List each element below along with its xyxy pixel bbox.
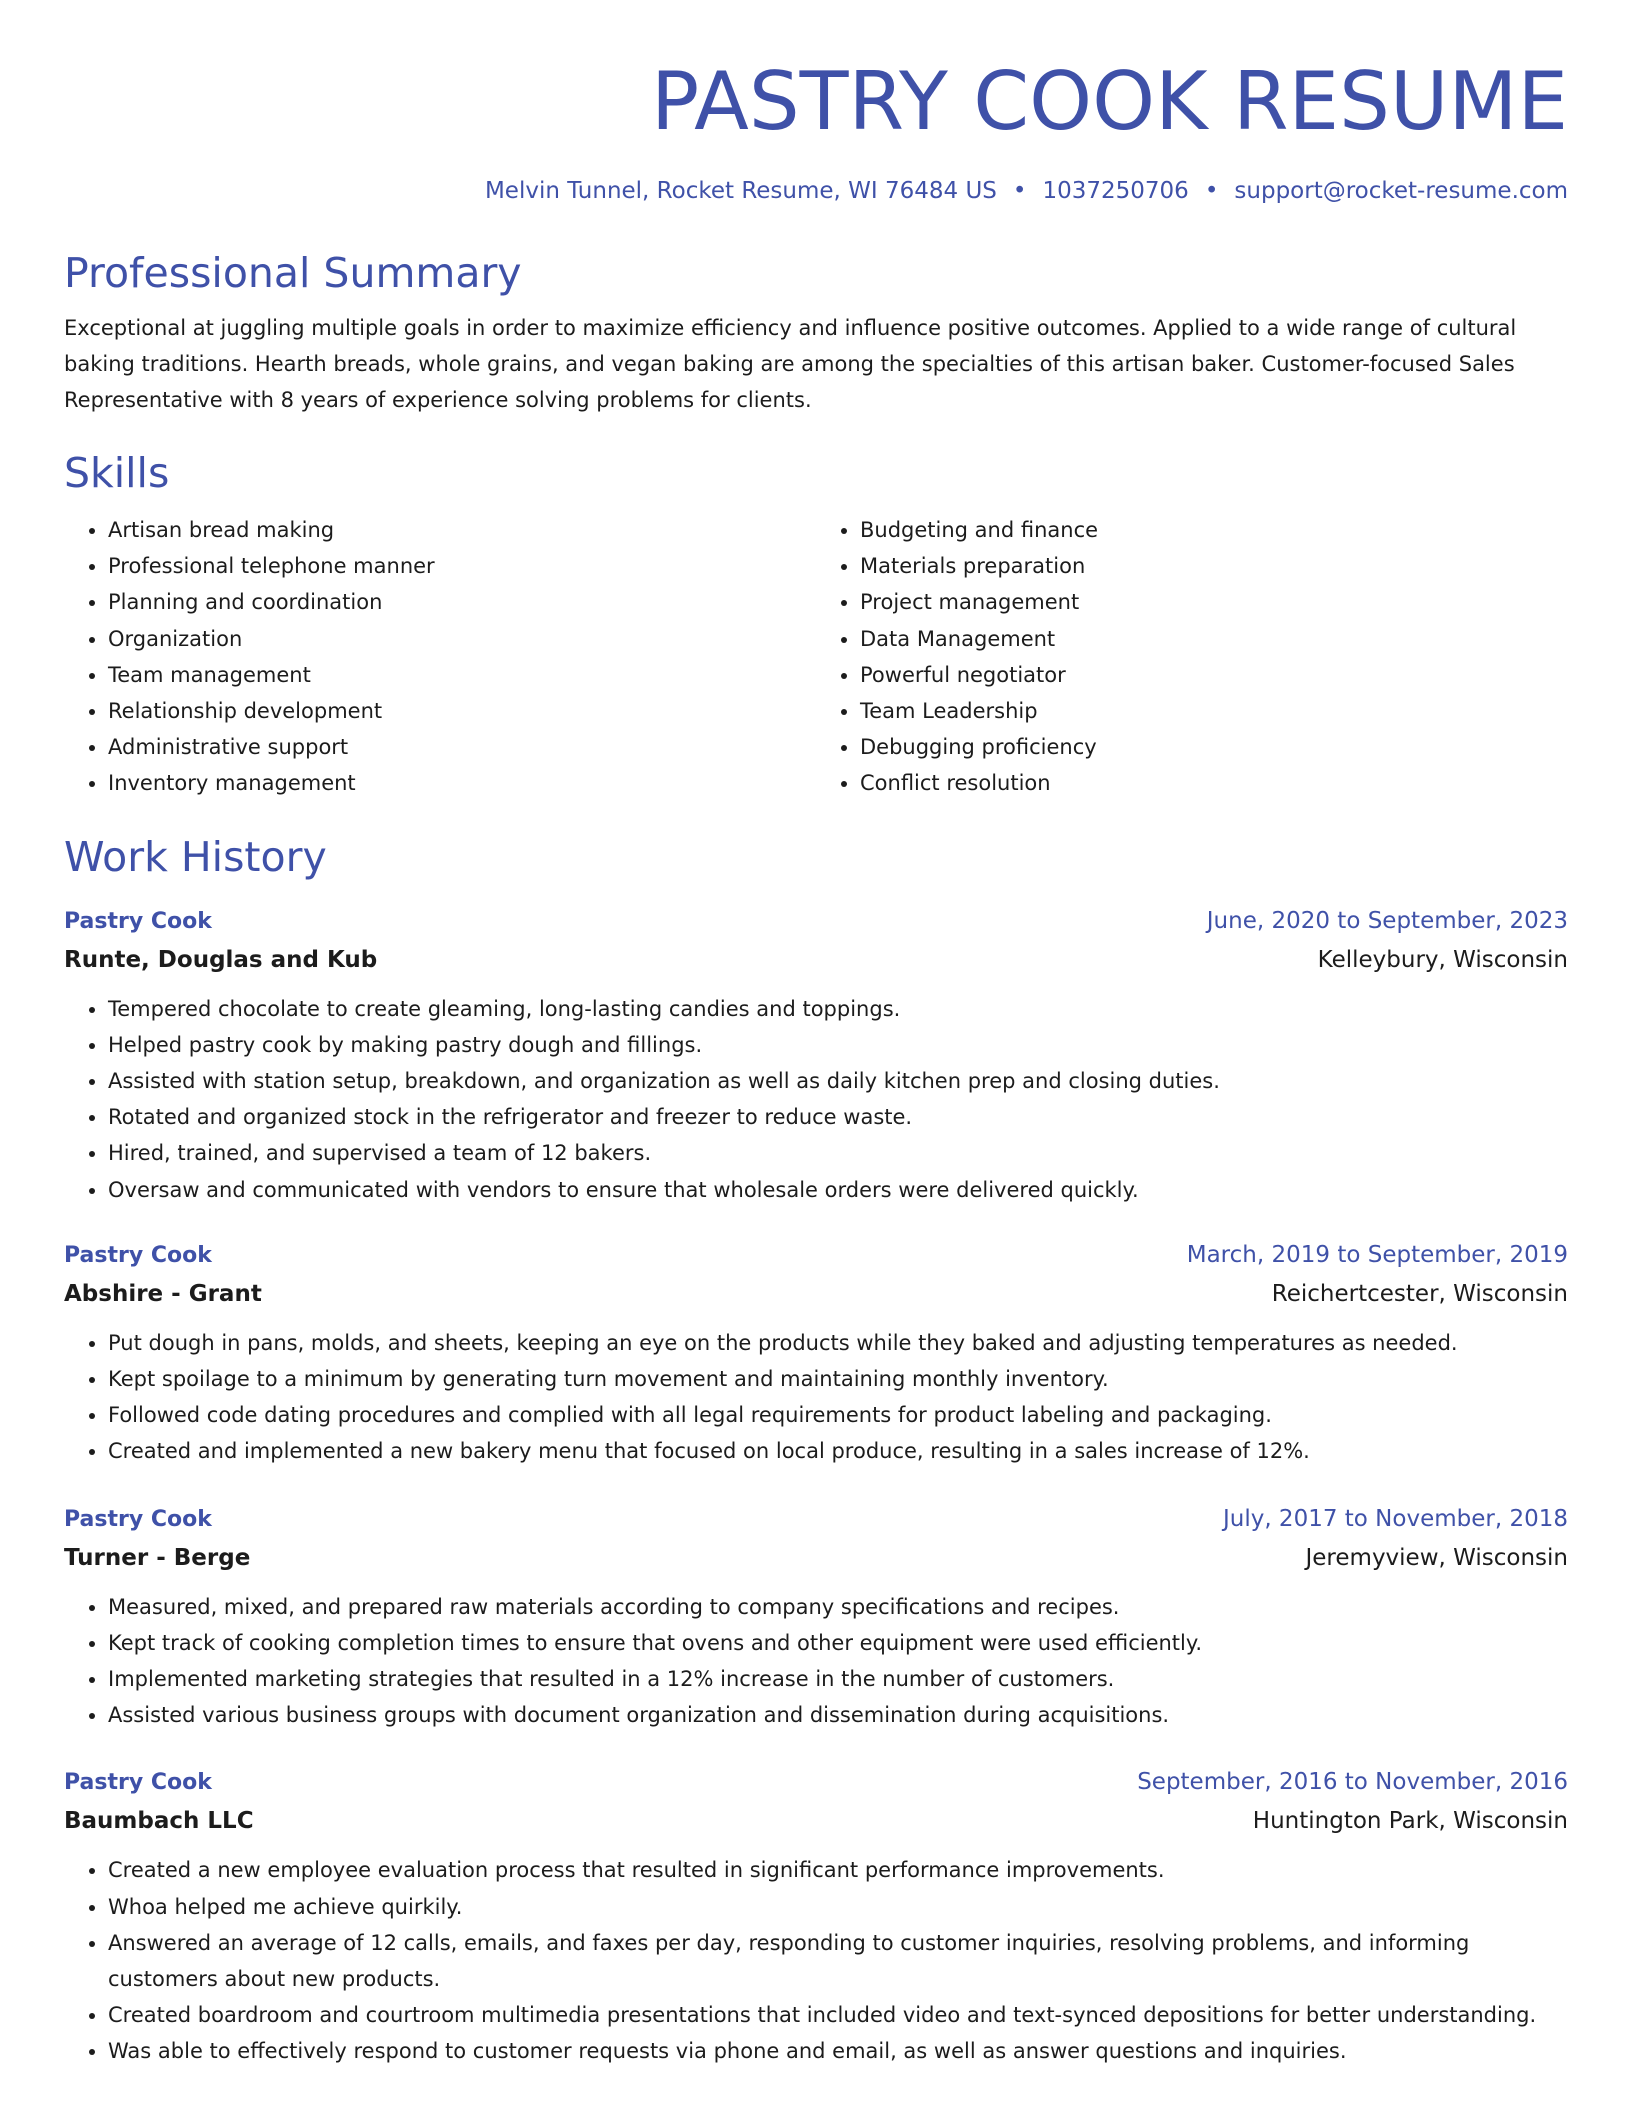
job-entry	[64, 1763, 1568, 2069]
skill-item: • Artisan bread making	[108, 512, 816, 548]
job-bullets	[64, 991, 1568, 1208]
job-dates: July, 2017 to November, 2018	[1222, 1505, 1568, 1532]
job-bullets	[64, 1589, 1568, 1734]
job-bullets	[64, 1852, 1568, 2069]
skill-item: • Administrative support	[108, 729, 816, 765]
job-bullet: • Helped pastry cook by making pastry dough and fillings.	[108, 1027, 1568, 1063]
job-entry	[64, 902, 1568, 1208]
job-bullet: • Was able to effectively respond to customer requests via phone and email, as well as answer questions and inquiries.	[108, 2033, 1568, 2069]
job-header-row	[64, 902, 1568, 941]
contact-separator: •	[1012, 178, 1027, 204]
job-company-row	[64, 1539, 1568, 1577]
skill-item: • Relationship development	[108, 693, 816, 729]
job-location: Reichertcester, Wisconsin	[1271, 1280, 1568, 1307]
skill-item: • Budgeting and finance	[860, 512, 1568, 548]
skill-item: • Materials preparation	[860, 548, 1568, 584]
skills-left-list	[64, 512, 816, 802]
skill-item: • Professional telephone manner	[108, 548, 816, 584]
job-bullet: • Created boardroom and courtroom multimedia presentations that included video and text-synced depositions for better understanding.	[108, 1997, 1568, 2033]
job-location: Jeremyview, Wisconsin	[1305, 1544, 1568, 1571]
resume-page	[64, 0, 1568, 2070]
skill-item: • Inventory management	[108, 765, 816, 801]
skill-item: • Powerful negotiator	[860, 657, 1568, 693]
job-dates: June, 2020 to September, 2023	[1206, 907, 1568, 934]
job-bullet: • Oversaw and communicated with vendors to ensure that wholesale orders were delivered quickly.	[108, 1172, 1568, 1208]
job-title: Pastry Cook	[64, 908, 212, 934]
job-bullet: • Put dough in pans, molds, and sheets, keeping an eye on the products while they baked and adjusting temperatures as needed.	[108, 1325, 1568, 1361]
job-bullet: • Assisted various business groups with document organization and dissemination during acquisitions.	[108, 1697, 1568, 1733]
job-bullet: • Created a new employee evaluation process that resulted in significant performance improvements.	[108, 1852, 1568, 1888]
job-header-row	[64, 1763, 1568, 1802]
skill-item: • Data Management	[860, 621, 1568, 657]
job-company-row	[64, 1275, 1568, 1313]
contact-address: Melvin Tunnel, Rocket Resume, WI 76484 US	[484, 178, 997, 204]
contact-separator: •	[1204, 178, 1219, 204]
skill-item: • Team management	[108, 657, 816, 693]
skill-item: • Debugging proficiency	[860, 729, 1568, 765]
skills-heading: Skills	[64, 449, 170, 497]
job-company: Turner - Berge	[64, 1544, 251, 1571]
summary-text: Exceptional at juggling multiple goals in order to maximize efficiency and influence positive outcomes. Applied to a wide range of cultural baking traditions. Hearth breads, whole grains, and vegan baking are among the specialties of this artisan baker. Customer-focused Sales Representative with 8 years of experience solving problems for clients.	[64, 316, 1517, 412]
job-bullet: • Followed code dating procedures and complied with all legal requirements for product labeling and packaging.	[108, 1397, 1568, 1433]
skill-item: • Team Leadership	[860, 693, 1568, 729]
job-location: Huntington Park, Wisconsin	[1252, 1808, 1568, 1835]
job-company-row	[64, 941, 1568, 979]
resume-title: PASTRY COOK RESUME	[651, 55, 1568, 148]
job-header-row	[64, 1236, 1568, 1275]
job-bullet: • Implemented marketing strategies that resulted in a 12% increase in the number of customers.	[108, 1661, 1568, 1697]
skills-right-list	[816, 512, 1568, 802]
job-bullet: • Measured, mixed, and prepared raw materials according to company specifications and recipes.	[108, 1589, 1568, 1625]
job-company: Abshire - Grant	[64, 1280, 262, 1307]
skill-item: • Conflict resolution	[860, 765, 1568, 801]
contact-email[interactable]: support@rocket-resume.com	[1234, 178, 1568, 204]
skill-item: • Organization	[108, 621, 816, 657]
job-title: Pastry Cook	[64, 1770, 212, 1796]
contact-line	[64, 176, 1568, 206]
job-bullets	[64, 1325, 1568, 1470]
skills-columns	[64, 512, 1568, 802]
job-bullet: • Created and implemented a new bakery menu that focused on local produce, resulting in a sales increase of 12%.	[108, 1433, 1568, 1469]
summary-heading: Professional Summary	[64, 249, 522, 297]
job-bullet: • Hired, trained, and supervised a team of 12 bakers.	[108, 1135, 1568, 1171]
job-bullet: • Answered an average of 12 calls, emails, and faxes per day, responding to customer inquiries, resolving problems, and informing customers about new products.	[108, 1925, 1568, 1997]
job-title: Pastry Cook	[64, 1506, 212, 1532]
job-company: Runte, Douglas and Kub	[64, 946, 378, 973]
job-bullet: • Assisted with station setup, breakdown, and organization as well as daily kitchen prep and closing duties.	[108, 1063, 1568, 1099]
job-bullet: • Kept spoilage to a minimum by generating turn movement and maintaining monthly inventory.	[108, 1361, 1568, 1397]
job-bullet: • Tempered chocolate to create gleaming, long-lasting candies and toppings.	[108, 991, 1568, 1027]
job-title: Pastry Cook	[64, 1242, 212, 1268]
job-entry	[64, 1500, 1568, 1734]
work-history-heading: Work History	[64, 832, 327, 881]
job-company: Baumbach LLC	[64, 1808, 254, 1835]
job-header-row	[64, 1500, 1568, 1539]
job-company-row	[64, 1802, 1568, 1840]
job-location: Kelleybury, Wisconsin	[1317, 946, 1568, 973]
job-bullet: • Whoa helped me achieve quirkily.	[108, 1889, 1568, 1925]
job-bullet: • Kept track of cooking completion times to ensure that ovens and other equipment were used efficiently.	[108, 1625, 1568, 1661]
skill-item: • Project management	[860, 584, 1568, 620]
job-entry	[64, 1236, 1568, 1470]
job-dates: March, 2019 to September, 2019	[1186, 1241, 1568, 1268]
skill-item: • Planning and coordination	[108, 584, 816, 620]
contact-phone: 1037250706	[1042, 178, 1189, 204]
job-dates: September, 2016 to November, 2016	[1137, 1769, 1568, 1796]
job-bullet: • Rotated and organized stock in the refrigerator and freezer to reduce waste.	[108, 1099, 1568, 1135]
